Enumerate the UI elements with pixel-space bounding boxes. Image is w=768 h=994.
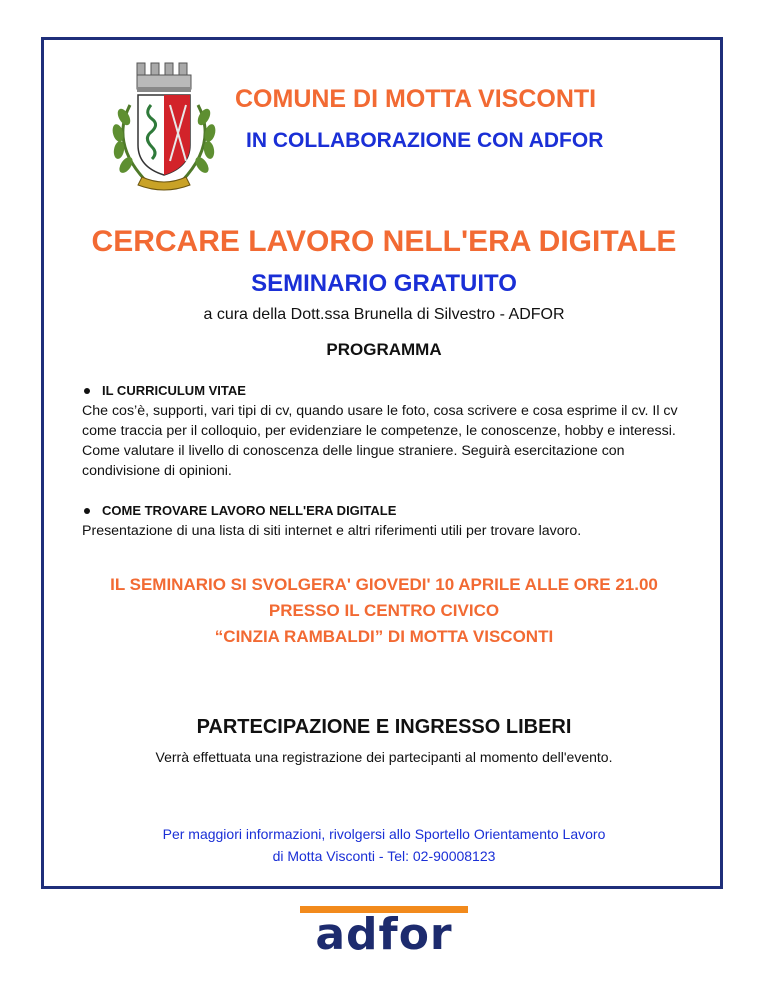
- logo-wordmark: adfor: [315, 909, 453, 960]
- event-venue-name-line: “CINZIA RAMBALDI” DI MOTTA VISCONTI: [214, 627, 554, 646]
- program-item-text: Presentazione di una lista di siti internet e altri riferimenti utili per trovare lavoro.: [82, 523, 582, 539]
- info-line: Per maggiori informazioni, rivolgersi allo Sportello Orientamento Lavoro: [162, 826, 606, 842]
- bullet-icon: [84, 388, 90, 394]
- program-item-title-text: IL CURRICULUM VITAE: [102, 383, 246, 398]
- program-item-title-text: COME TROVARE LAVORO NELL'ERA DIGITALE: [102, 503, 397, 518]
- registration-note: Verrà effettuata una registrazione dei partecipanti al momento dell'evento.: [155, 749, 613, 765]
- adfor-logo: [300, 906, 468, 966]
- comune-heading: COMUNE DI MOTTA VISCONTI: [235, 85, 597, 113]
- event-venue-line: PRESSO IL CENTRO CIVICO: [268, 601, 500, 620]
- participation-heading: PARTECIPAZIONE E INGRESSO LIBERI: [196, 716, 572, 738]
- program-heading: PROGRAMMA: [326, 340, 442, 359]
- event-title: CERCARE LAVORO NELL'ERA DIGITALE: [91, 225, 677, 258]
- event-curator: a cura della Dott.ssa Brunella di Silvestro - ADFOR: [203, 306, 565, 323]
- contact-line: di Motta Visconti - Tel: 02-90008123: [272, 848, 496, 864]
- event-subtitle: SEMINARIO GRATUITO: [251, 270, 517, 297]
- bullet-icon: [84, 508, 90, 514]
- program-item-text: Che cos’è, supporti, vari tipi di cv, quando usare le foto, cosa scrivere e cosa esprime il cv. Il cv come traccia per il colloquio, per evidenziare le competenze, le conoscenze, hobby e interessi. Come valutare il livello di conoscenza delle lingue straniere. Seguirà esercitazione con condivisione di opinioni.: [82, 403, 678, 479]
- coat-of-arms-icon: [104, 53, 224, 193]
- collaboration-heading: IN COLLABORAZIONE CON ADFOR: [246, 129, 604, 152]
- event-date-line: IL SEMINARIO SI SVOLGERA' GIOVEDI' 10 APRILE ALLE ORE 21.00: [110, 575, 658, 594]
- program-item-title: [84, 383, 246, 398]
- program-item-title: [84, 503, 396, 518]
